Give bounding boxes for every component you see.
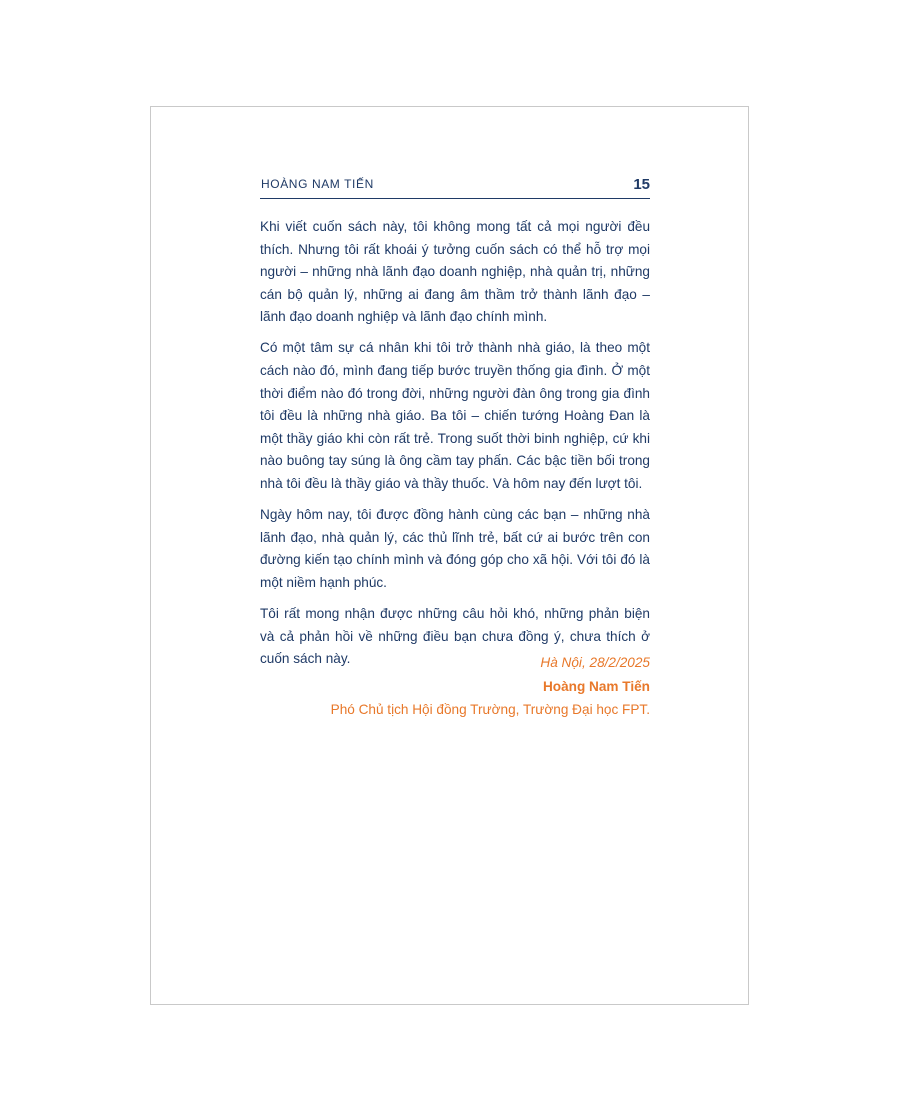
signature-name: Hoàng Nam Tiến — [542, 678, 650, 694]
signature-block — [260, 651, 650, 722]
paragraph: Có một tâm sự cá nhân khi tôi trở thành nhà giáo, là theo một cách nào đó, mình đang tiếp bước truyền thống gia đình. Ở một thời điểm nào đó trong đời, những người đàn ông trong gia đình tôi đều là những nhà giáo. Ba tôi – chiến tướng Hoàng Đan là một thầy giáo khi còn rất trẻ. Trong suốt thời binh nghiệp, cứ khi nào buông tay súng là ông cầm tay phấn. Các bậc tiền bối trong nhà tôi đều là thầy giáo và thầy thuốc. Và hôm nay đến lượt tôi. — [260, 340, 650, 492]
paragraph: Ngày hôm nay, tôi được đồng hành cùng các bạn – những nhà lãnh đạo, nhà quản lý, các thủ lĩnh trẻ, bất cứ ai bước trên con đường kiến tạo chính mình và đóng góp cho xã hội. Với tôi đó là một niềm hạnh phúc. — [260, 507, 650, 590]
signature-title: Phó Chủ tịch Hội đồng Trường, Trường Đại học FPT. — [330, 702, 650, 717]
signature-place-date: Hà Nội, 28/2/2025 — [540, 655, 650, 670]
running-head-author: HOÀNG NAM TIẾN — [261, 177, 374, 191]
page-header — [260, 174, 650, 199]
paragraph: Khi viết cuốn sách này, tôi không mong tất cả mọi người đều thích. Nhưng tôi rất khoái ý tưởng cuốn sách có thể hỗ trợ mọi người – những nhà lãnh đạo doanh nghiệp, nhà quản trị, những cán bộ quản lý, những ai đang âm thầm trở thành lãnh đạo – lãnh đạo doanh nghiệp và lãnh đạo chính mình. — [260, 219, 650, 325]
paragraph: Tôi rất mong nhận được những câu hỏi khó, những phản biện và cả phản hồi về những điều bạn chưa đồng ý, chưa thích ở cuốn sách này. — [260, 606, 650, 667]
page-number: 15 — [633, 176, 650, 193]
body-text — [260, 216, 650, 679]
